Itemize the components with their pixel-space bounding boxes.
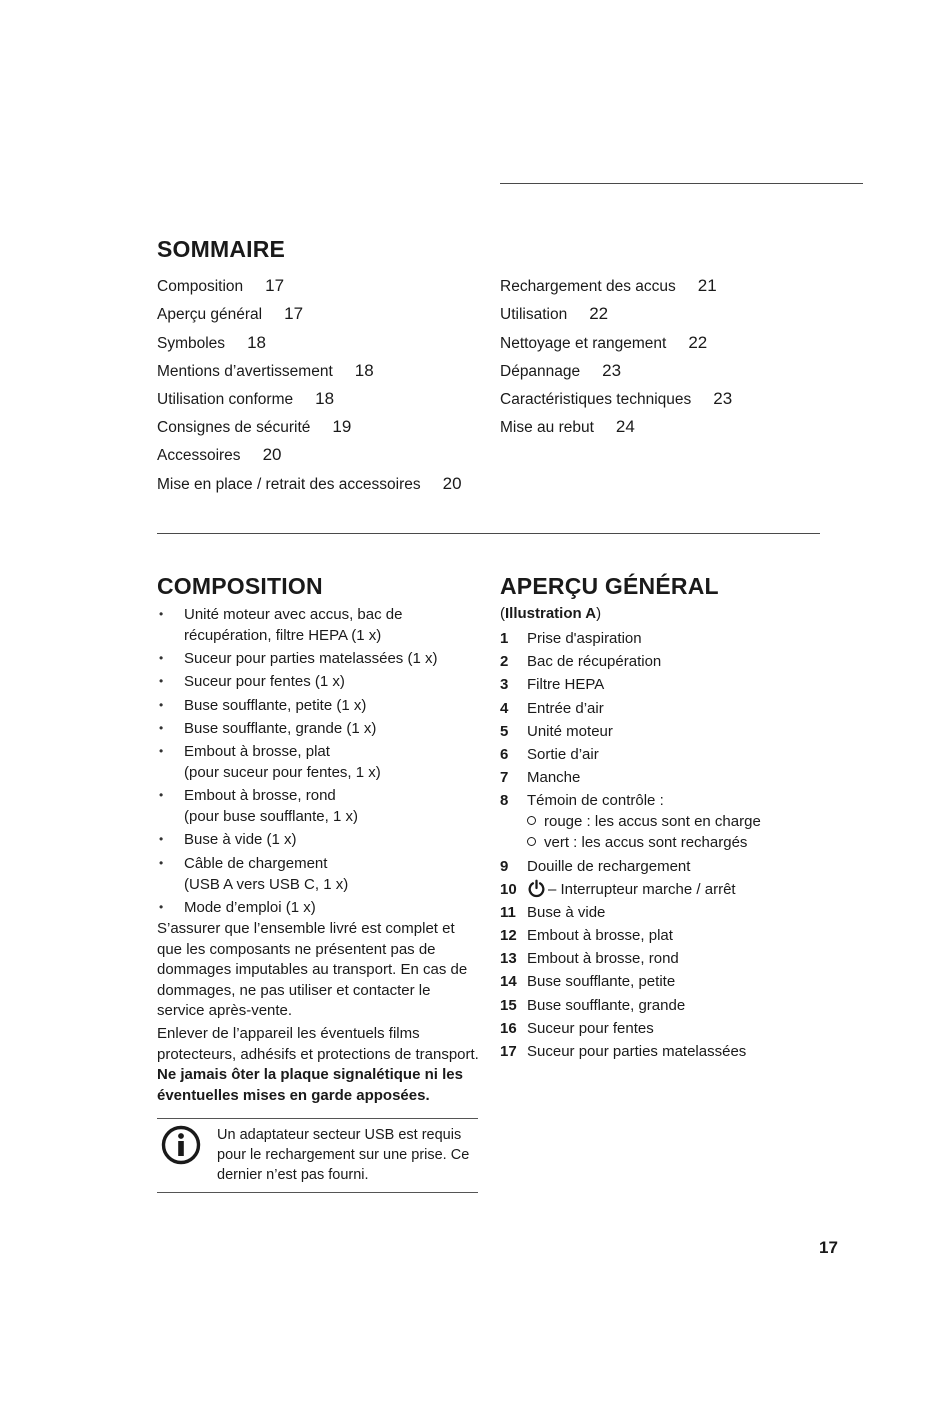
list-item-text: Embout à brosse, rond — [184, 787, 336, 805]
item-number: 2 — [500, 653, 509, 671]
composition-paragraph-1: S’assurer que l’ensemble livré est complet et que les composants ne présentent pas de dommages imputables au transport. En cas de dommages, ne pas utiliser et contacter le service après-vente. — [157, 920, 468, 1020]
toc-page: 20 — [442, 474, 462, 493]
item-label: Embout à brosse, plat — [527, 927, 673, 945]
item-label: Embout à brosse, rond — [527, 950, 679, 968]
toc-entry[interactable] — [157, 361, 374, 381]
list-item — [157, 741, 477, 783]
list-item — [500, 856, 860, 877]
toc-label: Nettoyage et rangement — [500, 335, 667, 352]
item-label: Prise d'aspiration — [527, 630, 642, 647]
note-bottom-rule — [157, 1192, 478, 1193]
illustration-ref — [500, 605, 601, 622]
list-item — [500, 1018, 860, 1039]
item-number: 7 — [500, 769, 509, 787]
list-item — [157, 671, 477, 692]
composition-title: COMPOSITION — [157, 573, 323, 599]
item-label: Filtre HEPA — [527, 676, 605, 694]
toc-label: Mentions d’avertissement — [157, 363, 333, 380]
item-label: Suceur pour parties matelassées — [527, 1043, 747, 1060]
toc-page: 19 — [332, 417, 352, 436]
list-item — [500, 698, 860, 719]
toc-entry[interactable] — [157, 474, 462, 494]
list-item-text: Buse soufflante, petite (1 x) — [184, 696, 367, 714]
toc-page: 20 — [262, 445, 282, 464]
illustration-label: Illustration A — [505, 605, 597, 622]
list-item — [500, 902, 860, 923]
list-item-text: Suceur pour fentes (1 x) — [184, 673, 345, 691]
sub-item-text: vert : les accus sont rechargés — [544, 834, 748, 852]
item-label: Sortie d’air — [527, 745, 599, 763]
list-item — [500, 971, 860, 992]
list-item-text: Suceur pour parties matelassées (1 x) — [184, 650, 438, 668]
toc-page: 23 — [602, 361, 622, 380]
item-number: 13 — [500, 950, 517, 968]
toc-label: Mise en place / retrait des accessoires — [157, 476, 421, 493]
toc-entry[interactable] — [500, 333, 707, 353]
toc-page: 21 — [697, 276, 717, 295]
list-item — [157, 695, 477, 716]
item-label: Douille de rechargement — [527, 857, 691, 875]
toc-label: Composition — [157, 278, 244, 295]
item-number: 5 — [500, 722, 509, 740]
top-rule — [500, 183, 863, 184]
list-item-text: (pour suceur pour fentes, 1 x) — [184, 763, 381, 781]
toc-page: 18 — [315, 389, 335, 408]
list-item — [500, 879, 860, 900]
toc-page: 17 — [265, 276, 285, 295]
item-label: Bac de récupération — [527, 653, 662, 671]
item-label: – Interrupteur marche / arrêt — [548, 880, 736, 898]
paren: ) — [596, 605, 602, 622]
sub-item-text: rouge : les accus sont en charge — [544, 813, 761, 831]
toc-page: 23 — [713, 389, 733, 408]
toc-label: Aperçu général — [157, 306, 263, 323]
item-number: 6 — [500, 745, 509, 763]
list-item — [157, 897, 477, 918]
toc-entry[interactable] — [157, 276, 284, 296]
toc-page: 18 — [247, 333, 266, 352]
list-item-text: Câble de chargement — [184, 854, 328, 872]
toc-page: 22 — [688, 333, 708, 352]
item-label: Témoin de contrôle : — [527, 792, 664, 810]
item-number: 14 — [500, 973, 517, 991]
toc-entry[interactable] — [500, 389, 732, 409]
sub-item — [527, 811, 860, 832]
overview-list — [500, 628, 860, 1064]
toc-entry[interactable] — [500, 276, 717, 296]
toc-page: 22 — [589, 304, 609, 323]
item-number: 11 — [500, 903, 516, 921]
toc-label: Accessoires — [157, 447, 241, 464]
toc-label: Utilisation — [500, 306, 568, 323]
item-number: 16 — [500, 1019, 517, 1037]
toc-label: Rechargement des accus — [500, 278, 676, 295]
list-item — [157, 648, 477, 669]
toc-entry[interactable] — [157, 333, 266, 353]
item-number: 1 — [500, 630, 509, 647]
toc-entry[interactable] — [157, 417, 351, 437]
item-label: Unité moteur — [527, 722, 613, 740]
list-item-text: Buse soufflante, grande (1 x) — [184, 719, 377, 737]
item-number: 8 — [500, 792, 509, 810]
toc-label: Symboles — [157, 335, 226, 352]
list-item-text: Embout à brosse, plat — [184, 742, 330, 760]
list-item — [157, 785, 477, 827]
list-item-text: (pour buse soufflante, 1 x) — [184, 808, 358, 826]
item-label: Suceur pour fentes — [527, 1019, 654, 1037]
list-item — [157, 853, 477, 895]
paren: ( — [500, 605, 505, 622]
list-item — [500, 674, 860, 695]
item-number: 4 — [500, 699, 509, 717]
paragraph-text: Enlever de l’appareil les éventuels films protecteurs, adhésifs et protections de transport. — [157, 1025, 479, 1063]
list-item — [500, 651, 860, 672]
list-item — [500, 1041, 860, 1062]
list-item — [500, 925, 860, 946]
toc-label: Consignes de sécurité — [157, 419, 311, 436]
toc-entry[interactable] — [157, 445, 281, 465]
list-item-text: Buse à vide (1 x) — [184, 831, 297, 849]
item-number: 15 — [500, 996, 517, 1014]
apercu-title: APERÇU GÉNÉRAL — [500, 573, 719, 599]
list-item — [500, 790, 860, 853]
list-item — [500, 948, 860, 969]
list-item — [500, 767, 860, 788]
item-number: 10 — [500, 880, 517, 898]
toc-label: Caractéristiques techniques — [500, 391, 692, 408]
circle-bullet-icon — [527, 837, 536, 846]
page-number: 17 — [819, 1238, 838, 1257]
list-item-text: Mode d’emploi (1 x) — [184, 898, 316, 916]
sub-item — [527, 832, 860, 853]
toc-page: 18 — [354, 361, 374, 380]
list-item — [500, 628, 860, 649]
item-number: 9 — [500, 857, 509, 875]
warning-text: Ne jamais ôter la plaque signalétique ni les éventuelles mises en garde apposées. — [157, 1066, 463, 1104]
item-number: 17 — [500, 1043, 517, 1060]
item-label: Manche — [527, 769, 581, 787]
toc-entry[interactable] — [157, 304, 303, 324]
toc-entry[interactable] — [500, 361, 621, 381]
toc-label: Dépannage — [500, 363, 581, 380]
info-icon — [161, 1125, 201, 1165]
circle-bullet-icon — [527, 816, 536, 825]
list-item — [157, 604, 477, 646]
note-text: Un adaptateur secteur USB est requis pour le rechargement sur une prise. Ce dernier n’est pas fourni. — [217, 1127, 470, 1183]
list-item — [500, 721, 860, 742]
list-item-text: (USB A vers USB C, 1 x) — [184, 875, 349, 893]
item-label: Buse soufflante, petite — [527, 973, 676, 991]
note-top-rule — [157, 1118, 478, 1119]
list-item — [500, 995, 860, 1016]
toc-page: 17 — [284, 304, 304, 323]
list-item — [157, 829, 477, 850]
section-divider — [157, 533, 820, 534]
toc-entry[interactable] — [500, 417, 635, 437]
sommaire-title: SOMMAIRE — [157, 236, 286, 262]
list-item — [157, 718, 477, 739]
composition-paragraph-2 — [157, 1024, 479, 1106]
toc-entry[interactable] — [500, 304, 608, 324]
toc-label: Utilisation conforme — [157, 391, 294, 408]
item-number: 12 — [500, 927, 517, 945]
list-item — [500, 744, 860, 765]
item-label: Buse soufflante, grande — [527, 996, 686, 1014]
toc-page: 24 — [615, 417, 635, 436]
item-label: Entrée d’air — [527, 699, 604, 717]
composition-list — [157, 604, 477, 920]
toc-label: Mise au rebut — [500, 419, 594, 436]
power-icon — [527, 879, 546, 898]
toc-entry[interactable] — [157, 389, 334, 409]
item-number: 3 — [500, 676, 509, 694]
list-item-text: Unité moteur avec accus, bac de récupération, filtre HEPA (1 x) — [184, 606, 403, 644]
item-label: Buse à vide — [527, 903, 606, 921]
